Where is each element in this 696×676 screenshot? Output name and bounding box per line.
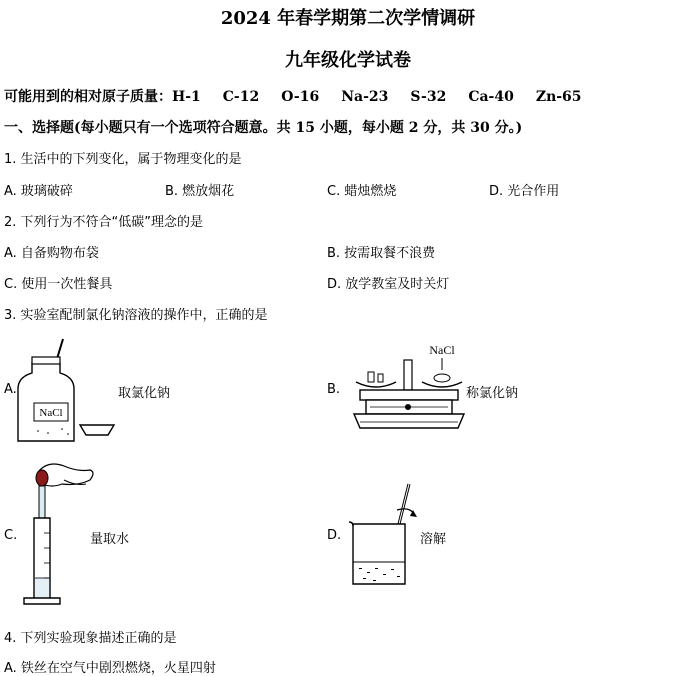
question-2-option-c: C. 使用一次性餐具: [4, 277, 113, 292]
question-2-stem: 2. 下列行为不符合“低碳”理念的是: [4, 215, 204, 230]
question-3-option-a-caption: 取氯化钠: [118, 386, 171, 401]
section-heading: 一、选择题(每小题只有一个选项符合题意。共 15 小题，每小题 2 分，共 30 分。): [4, 120, 523, 136]
reagent-bottle-figure: [18, 333, 118, 445]
question-1-option-c: C. 蜡烛燃烧: [327, 184, 397, 199]
question-1-stem: 1. 生活中的下列变化，属于物理变化的是: [4, 152, 242, 167]
atomic-masses-label: 可能用到的相对原子质量：: [4, 89, 172, 105]
atomic-mass-item: H-1: [172, 89, 201, 105]
question-2-option-b: B. 按需取餐不浪费: [327, 246, 436, 261]
balance-scale-figure: [350, 340, 465, 438]
question-4-option-a: A. 铁丝在空气中剧烈燃烧，火星四射: [4, 661, 216, 676]
question-3-option-b-letter: B.: [327, 382, 341, 397]
question-3-option-d-letter: D.: [327, 528, 342, 543]
question-1-option-a: A. 玻璃破碎: [4, 184, 73, 199]
question-3-option-c-caption: 量取水: [90, 532, 130, 547]
atomic-mass-item: Ca-40: [468, 89, 514, 105]
question-3-stem: 3. 实验室配制氯化钠溶液的操作中，正确的是: [4, 308, 268, 323]
question-3-option-b-caption: 称氯化钠: [466, 386, 519, 401]
question-3-option-a-letter: A.: [4, 382, 17, 397]
atomic-masses-line: [4, 86, 604, 106]
exam-title: 2024 年春学期第二次学情调研: [220, 8, 476, 29]
question-1-option-d: D. 光合作用: [489, 184, 560, 199]
atomic-mass-item: Zn-65: [535, 89, 582, 105]
question-2-option-d: D. 放学教室及时关灯: [327, 277, 450, 292]
atomic-mass-item: Na-23: [341, 89, 389, 105]
question-3-option-d-caption: 溶解: [420, 532, 447, 547]
nacl-label-b: NaCl: [429, 343, 455, 357]
exam-subtitle: 九年级化学试卷: [285, 50, 411, 71]
atomic-mass-item: O-16: [281, 89, 320, 105]
question-4-stem: 4. 下列实验现象描述正确的是: [4, 631, 177, 646]
atomic-mass-item: S-32: [410, 89, 447, 105]
beaker-stirring-figure: [345, 480, 420, 590]
question-3-option-c-letter: C.: [4, 528, 18, 543]
graduated-cylinder-figure: [20, 458, 95, 608]
question-1-option-b: B. 燃放烟花: [165, 184, 235, 199]
question-2-option-a: A. 自备购物布袋: [4, 246, 99, 261]
nacl-label-a: NaCl: [39, 407, 63, 419]
atomic-mass-item: C-12: [222, 89, 260, 105]
